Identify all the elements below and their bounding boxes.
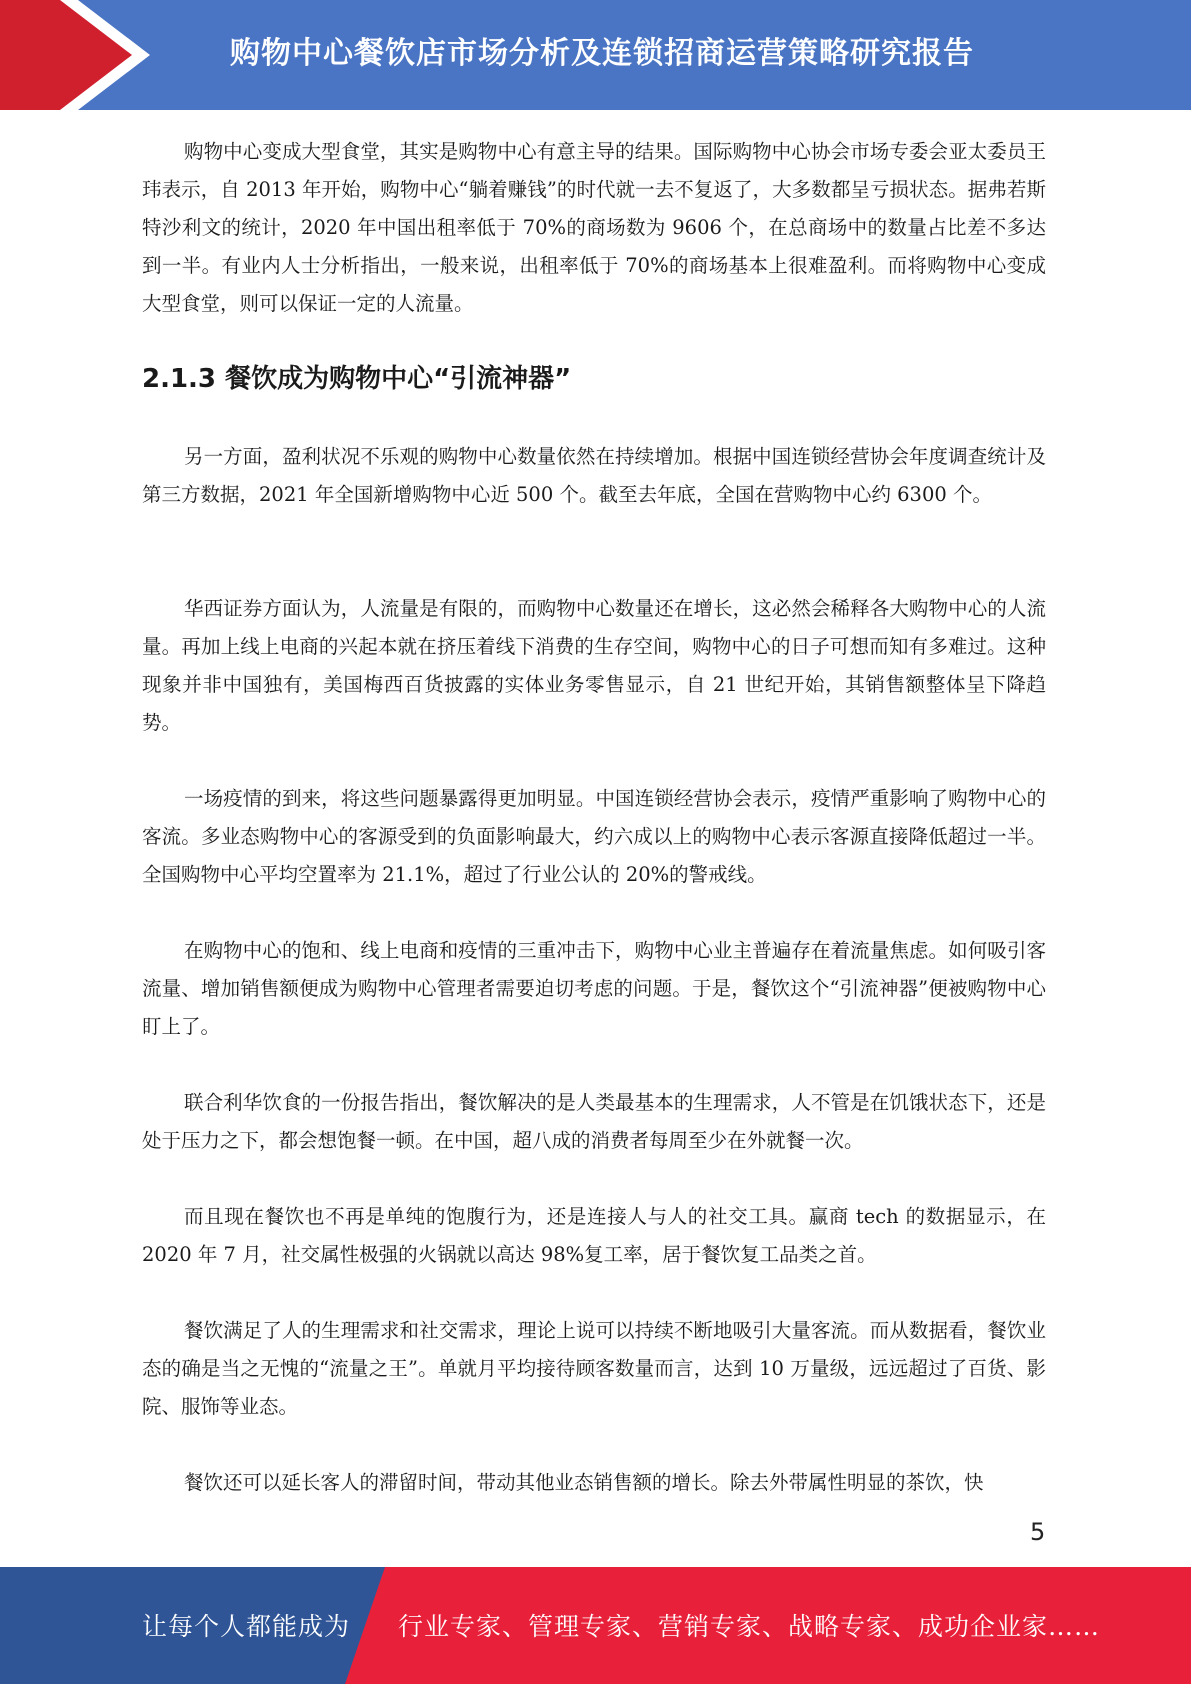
paragraph: 华西证券方面认为，人流量是有限的，而购物中心数量还在增长，这必然会稀释各大购物中心的人流量。再加上线上电商的兴起本就在挤压着线下消费的生存空间，购物中心的日子可想而知有多难过。这种现象并非中国独有，美国梅西百货披露的实体业务零售显示，自 21 世纪开始，其销售额整体呈下降趋势。 <box>142 597 1046 734</box>
paragraph: 联合利华饮食的一份报告指出，餐饮解决的是人类最基本的生理需求，人不管是在饥饿状态下，还是处于压力之下，都会想饱餐一顿。在中国，超八成的消费者每周至少在外就餐一次。 <box>142 1091 1046 1152</box>
paragraph: 餐饮满足了人的生理需求和社交需求，理论上说可以持续不断地吸引大量客流。而从数据看，餐饮业态的确是当之无愧的“流量之王”。单就月平均接待顾客数量而言，达到 10 万量级，远远超过了百货、影院、服饰等业态。 <box>142 1319 1046 1418</box>
paragraph: 购物中心变成大型食堂，其实是购物中心有意主导的结果。国际购物中心协会市场专委会亚太委员王玮表示，自 2013 年开始，购物中心“躺着赚钱”的时代就一去不复返了，大多数都呈亏损状态。据弗若斯特沙利文的统计，2020 年中国出租率低于 70%的商场数为 9606 个，在总商场中的数量占比差不多达到一半。有业内人士分析指出，一般来说，出租率低于 70%的商场基本上很难盈利。而将购物中心变成大型食堂，则可以保证一定的人流量。 <box>142 140 1046 315</box>
paragraph: 而且现在餐饮也不再是单纯的饱腹行为，还是连接人与人的社交工具。赢商 tech 的数据显示，在 2020 年 7 月，社交属性极强的火锅就以高达 98%复工率，居于餐饮复工品类之首。 <box>142 1205 1046 1266</box>
page-number: 5 <box>1030 1518 1046 1546</box>
header-chevron-decoration <box>0 0 160 110</box>
paragraph: 餐饮还可以延长客人的滞留时间，带动其他业态销售额的增长。除去外带属性明显的茶饮，快 <box>184 1471 984 1494</box>
footer-slogan-left: 让每个人都能成为 <box>142 1612 351 1641</box>
section-heading: 2.1.3 餐饮成为购物中心“引流神器” <box>142 364 572 394</box>
page-header <box>0 0 1191 110</box>
paragraph: 另一方面，盈利状况不乐观的购物中心数量依然在持续增加。根据中国连锁经营协会年度调查统计及第三方数据，2021 年全国新增购物中心近 500 个。截至去年底，全国在营购物中心约 6300 个。 <box>142 445 1046 506</box>
paragraph: 在购物中心的饱和、线上电商和疫情的三重冲击下，购物中心业主普遍存在着流量焦虑。如何吸引客流量、增加销售额便成为购物中心管理者需要迫切考虑的问题。于是，餐饮这个“引流神器”便被购物中心盯上了。 <box>142 939 1046 1038</box>
paragraph: 一场疫情的到来，将这些问题暴露得更加明显。中国连锁经营协会表示，疫情严重影响了购物中心的客流。多业态购物中心的客源受到的负面影响最大，约六成以上的购物中心表示客源直接降低超过一半。全国购物中心平均空置率为 21.1%，超过了行业公认的 20%的警戒线。 <box>142 787 1046 886</box>
page-footer <box>0 1567 1191 1684</box>
footer-slogan-right: 行业专家、管理专家、营销专家、战略专家、成功企业家…… <box>398 1612 1101 1641</box>
report-title: 购物中心餐饮店市场分析及连锁招商运营策略研究报告 <box>230 36 974 71</box>
